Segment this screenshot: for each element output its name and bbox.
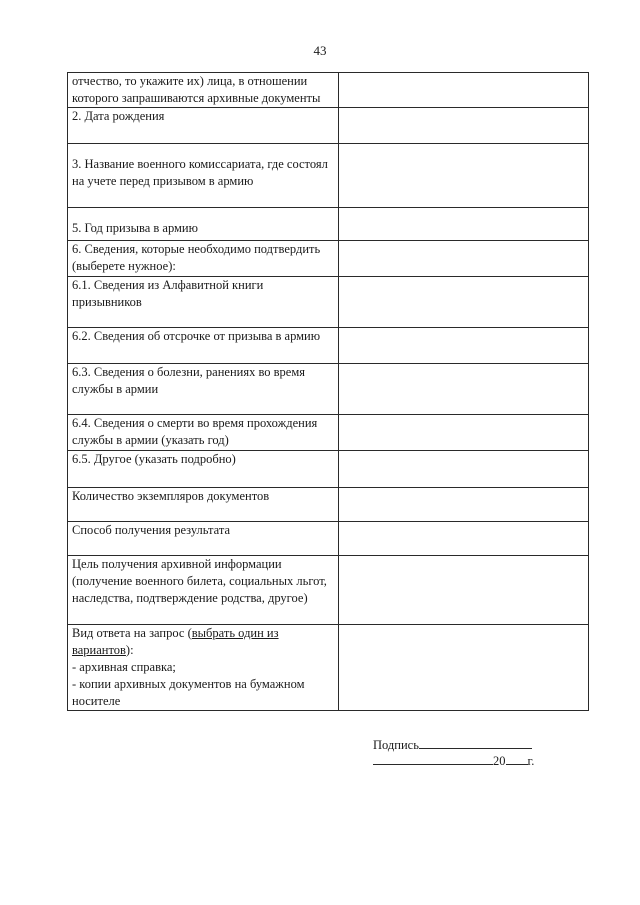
date-block [373, 753, 534, 769]
signature-block [373, 737, 532, 753]
row-value-field[interactable] [339, 364, 589, 415]
date-suffix: г. [527, 754, 535, 768]
table-row [68, 415, 589, 451]
row-label: 3. Название военного комиссариата, где состоял на учете перед призывом в армию [68, 144, 339, 208]
row-value-field[interactable] [339, 108, 589, 144]
underlined-instruction: выбрать один из вариантов [72, 626, 279, 657]
answer-option: - архивная справка; [72, 660, 176, 674]
row-label: 2. Дата рождения [68, 108, 339, 144]
row-label: Вид ответа на запрос (выбрать один из вариантов): - архивная справка; - копии архивных документов на бумажном носителе [68, 625, 339, 711]
table-row [68, 556, 589, 625]
row-label: 6.5. Другое (указать подробно) [68, 451, 339, 488]
row-label: отчество, то укажите их) лица, в отношении которого запрашиваются архивные документы [68, 73, 339, 108]
row-label: 6. Сведения, которые необходимо подтвердить (выберете нужное): [68, 241, 339, 277]
row-label: 6.2. Сведения об отсрочке от призыва в армию [68, 328, 339, 364]
answer-option: - копии архивных документов на бумажном носителе [72, 677, 305, 708]
table-row [68, 144, 589, 208]
table-row [68, 108, 589, 144]
signature-label: Подпись [373, 738, 419, 752]
table-row [68, 208, 589, 241]
table-row [68, 451, 589, 488]
row-label: Количество экземпляров документов [68, 488, 339, 522]
table-row [68, 277, 589, 328]
row-label: 6.4. Сведения о смерти во время прохождения службы в армии (указать год) [68, 415, 339, 451]
table-row [68, 328, 589, 364]
date-day-month-line[interactable] [373, 753, 493, 765]
table-row [68, 73, 589, 108]
table-row [68, 488, 589, 522]
row-value-field[interactable] [339, 415, 589, 451]
row-value-field[interactable] [339, 277, 589, 328]
row-value-field[interactable] [339, 328, 589, 364]
row-value-field[interactable] [339, 625, 589, 711]
date-year-line[interactable] [506, 753, 528, 765]
row-value-field[interactable] [339, 208, 589, 241]
row-value-field[interactable] [339, 488, 589, 522]
page-number: 43 [313, 43, 327, 58]
row-value-field[interactable] [339, 522, 589, 556]
date-year-prefix: 20 [493, 754, 506, 768]
row-label: 6.1. Сведения из Алфавитной книги призывников [68, 277, 339, 328]
table-row [68, 241, 589, 277]
row-value-field[interactable] [339, 451, 589, 488]
table-row [68, 364, 589, 415]
row-label: 5. Год призыва в армию [68, 208, 339, 241]
row-value-field[interactable] [339, 556, 589, 625]
request-form-table [67, 72, 589, 711]
row-value-field[interactable] [339, 144, 589, 208]
table-row [68, 625, 589, 711]
table-row [68, 522, 589, 556]
row-label: 6.3. Сведения о болезни, ранениях во время службы в армии [68, 364, 339, 415]
row-label: Способ получения результата [68, 522, 339, 556]
signature-line[interactable] [419, 737, 532, 749]
row-value-field[interactable] [339, 241, 589, 277]
row-value-field[interactable] [339, 73, 589, 108]
row-label: Цель получения архивной информации (получение военного билета, социальных льгот, наследства, подтверждение родства, другое) [68, 556, 339, 625]
